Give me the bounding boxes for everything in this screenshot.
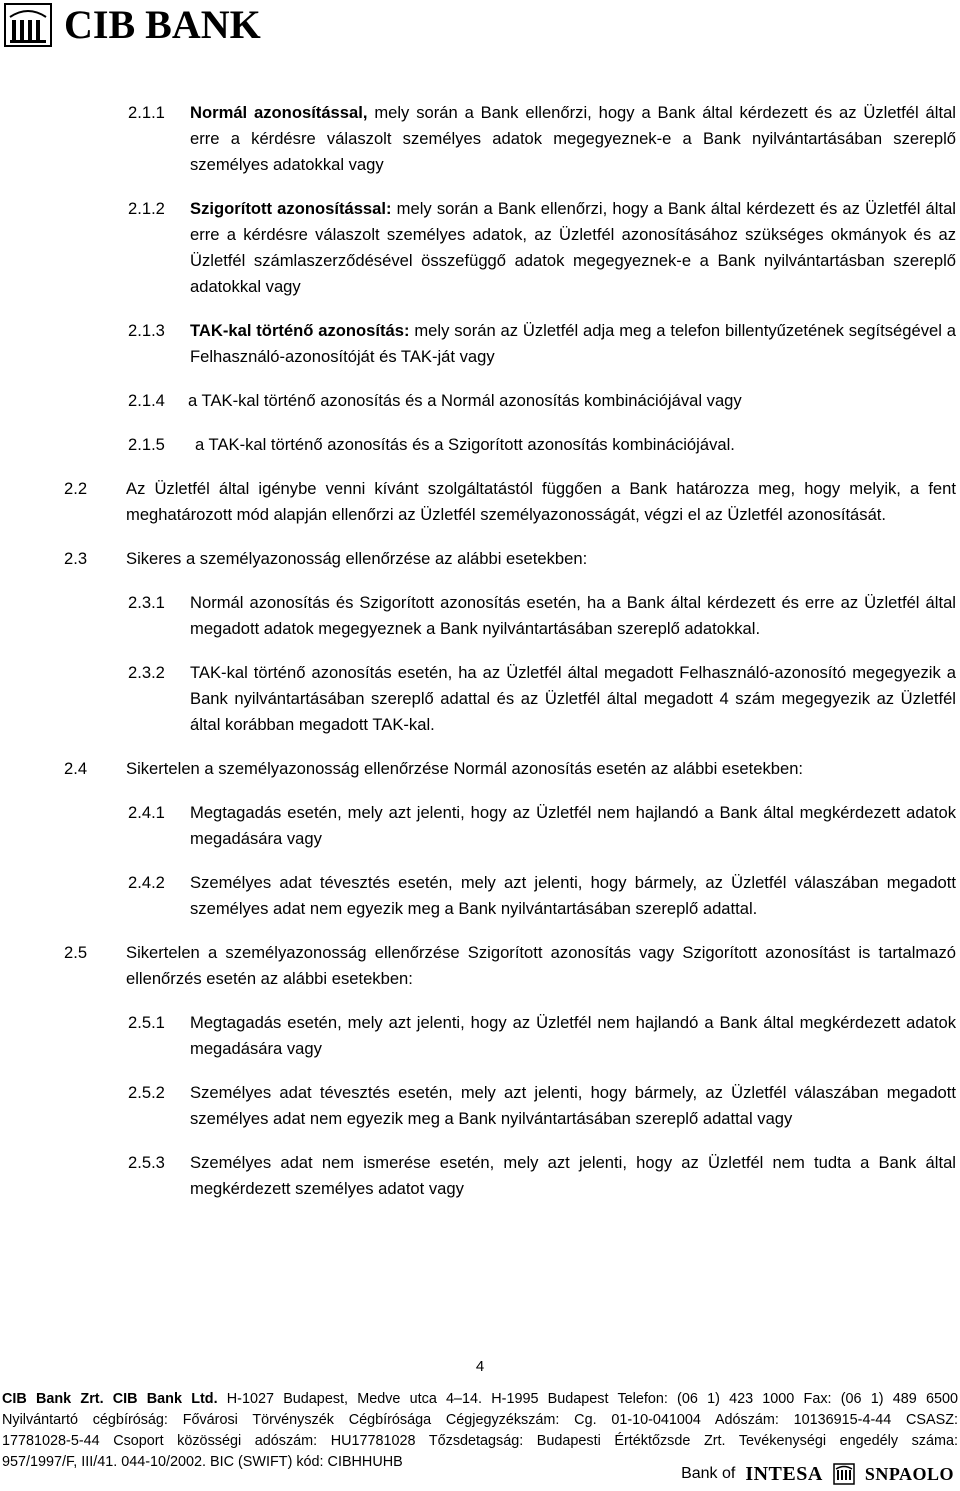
document-body (0, 100, 960, 1202)
footer-line-3: 17781028-5-44 Csoport közösségi adószám: HU17781028 Tőzsdetagság: Budapesti Értéktőzsde Zrt. Tevékenységi engedély száma: (2, 1433, 958, 1449)
bank-building-icon (4, 3, 52, 47)
clause-2-5-3 (0, 1150, 960, 1202)
clause-number: 2.4.2 (128, 873, 165, 892)
clause-number: 2.5.2 (128, 1083, 165, 1102)
clause-number: 2.4.1 (128, 803, 165, 822)
clause-number: 2.5.3 (128, 1153, 165, 1172)
sanpaolo-text: SNPAOLO (864, 1463, 954, 1484)
clause-2-3 (0, 546, 960, 572)
clause-text: Normál azonosítás és Szigorított azonosítás esetén, ha a Bank által kérdezett és erre az Üzletfél által megadott adatok megegyeznek a Bank nyilvántartásában szereplő adatokkal. (190, 593, 956, 638)
clause-number: 2.3.1 (128, 593, 165, 612)
clause-number: 2.1.2 (128, 199, 165, 218)
clause-text: Megtagadás esetén, mely azt jelenti, hogy az Üzletfél nem hajlandó a Bank által megkérdezett adatok megadására vagy (190, 1013, 956, 1058)
clause-text: a TAK-kal történő azonosítás és a Szigorított azonosítás kombinációjával. (195, 435, 735, 454)
cib-bank-logo (4, 2, 261, 48)
clause-text: a TAK-kal történő azonosítás és a Normál azonosítás kombinációjával vagy (188, 391, 742, 410)
clause-number: 2.1.4 (128, 391, 165, 410)
clause-number: 2.5.1 (128, 1013, 165, 1032)
clause-text: Személyes adat tévesztés esetén, mely azt jelenti, hogy bármely, az Üzletfél válaszában megadott személyes adat nem egyezik meg a Bank nyilvántartásában szereplő adattal. (190, 873, 956, 918)
clause-2-3-2 (0, 660, 960, 738)
clause-number: 2.5 (64, 943, 88, 962)
clause-text: Sikertelen a személyazonosság ellenőrzése Normál azonosítás esetén az alábbi esetekben: (126, 759, 804, 778)
clause-term: Szigorított azonosítással: (190, 199, 392, 218)
clause-text: TAK-kal történő azonosítás esetén, ha az Üzletfél által megadott Felhasználó-azonosító megegyezik a Bank nyilvántartásában szereplő adattal és az Üzletfél által megadott 4 szám megegyezik az Üzletfél által korábban megadott TAK-kal. (190, 663, 956, 734)
clause-2-3-1 (0, 590, 960, 642)
clause-2-4-1 (0, 800, 960, 852)
clause-2-1-1 (0, 100, 960, 178)
footer-line-4: 957/1997/F, III/41. 044-10/2002. BIC (SWIFT) kód: CIBHHUHB (2, 1454, 403, 1470)
clause-2-1-4 (0, 388, 960, 414)
clause-2-4 (0, 756, 960, 782)
clause-2-1-5 (0, 432, 960, 458)
intesa-text: INTESA (745, 1462, 823, 1485)
clause-text: Személyes adat nem ismerése esetén, mely azt jelenti, hogy az Üzletfél nem tudta a Bank által megkérdezett személyes adatot vagy (190, 1153, 956, 1198)
clause-text: Személyes adat tévesztés esetén, mely azt jelenti, hogy bármely, az Üzletfél válaszában megadott személyes adat nem egyezik meg a Bank nyilvántartásában szereplő adattal vagy (190, 1083, 956, 1128)
clause-2-1-3 (0, 318, 960, 370)
clause-2-1-2 (0, 196, 960, 300)
clause-2-2 (0, 476, 960, 528)
clause-number: 2.4 (64, 759, 88, 778)
clause-term: Normál azonosítással, (190, 103, 368, 122)
footer-line-2: Nyilvántartó cégbíróság: Fővárosi Törvényszék Cégbírósága Cégjegyzékszám: Cg. 01-10-041004 Adószám: 10136915-4-44 CSASZ: (2, 1412, 958, 1428)
clause-number: 2.1.3 (128, 321, 165, 340)
clause-text: Sikertelen a személyazonosság ellenőrzése Szigorított azonosítás vagy Szigorított azonosítást is tartalmazó ellenőrzés esetén az alábbi esetekben: (126, 943, 956, 988)
clause-2-4-2 (0, 870, 960, 922)
footer-address: H-1027 Budapest, Medve utca 4–14. H-1995 Budapest Telefon: (06 1) 423 1000 Fax: (06 1) 489 6500 (217, 1391, 958, 1407)
clause-number: 2.1.1 (128, 103, 165, 122)
clause-text: Megtagadás esetén, mely azt jelenti, hogy az Üzletfél nem hajlandó a Bank által megkérdezett adatok megadására vagy (190, 803, 956, 848)
clause-number: 2.1.5 (128, 435, 165, 454)
clause-term: TAK-kal történő azonosítás: (190, 321, 410, 340)
clause-text: mely során a Bank ellenőrzi, hogy a Bank által kérdezett és az Üzletfél által erre a kérdésre válaszolt személyes adatok megegyeznek-e a Bank nyilvántartásában szereplő személyes adatokkal vagy (190, 103, 956, 174)
clause-text: mely során a Bank ellenőrzi, hogy a Bank által kérdezett és az Üzletfél által erre a kérdésre válaszolt személyes adatok, az Üzletfél azonosításához szükséges okmányok és az Üzletfél számlaszerződésével összefüggő adatok megegyeznek-e a Bank nyilvántartásban szereplő adatokkal vagy (190, 199, 956, 296)
bank-of-text: Bank of (681, 1465, 736, 1482)
clause-text: Az Üzletfél által igénybe venni kívánt szolgáltatástól függően a Bank határozza meg, hogy melyik, a fent meghatározott mód alapján ellenőrzi az Üzletfél személyazonosságát, végzi el az Üzletfél azonosítását. (126, 479, 956, 524)
clause-text: mely során az Üzletfél adja meg a telefon billentyűzetének segítségével a Felhasználó-azonosítóját és TAK-ját vagy (190, 321, 956, 366)
footer-line-1 (2, 1389, 958, 1410)
page-number: 4 (475, 1358, 485, 1375)
clause-2-5-1 (0, 1010, 960, 1062)
clause-2-5 (0, 940, 960, 992)
clause-2-5-2 (0, 1080, 960, 1132)
clause-number: 2.3 (64, 549, 88, 568)
logo-text: CIB BANK (64, 2, 261, 47)
clause-text: Sikeres a személyazonosság ellenőrzése az alábbi esetekben: (126, 549, 588, 568)
footer-company: CIB Bank Zrt. CIB Bank Ltd. (2, 1391, 218, 1407)
clause-number: 2.2 (64, 479, 88, 498)
intesa-sanpaolo-logo (681, 1459, 954, 1489)
bank-building-icon (833, 1463, 855, 1485)
clause-number: 2.3.2 (128, 663, 165, 682)
